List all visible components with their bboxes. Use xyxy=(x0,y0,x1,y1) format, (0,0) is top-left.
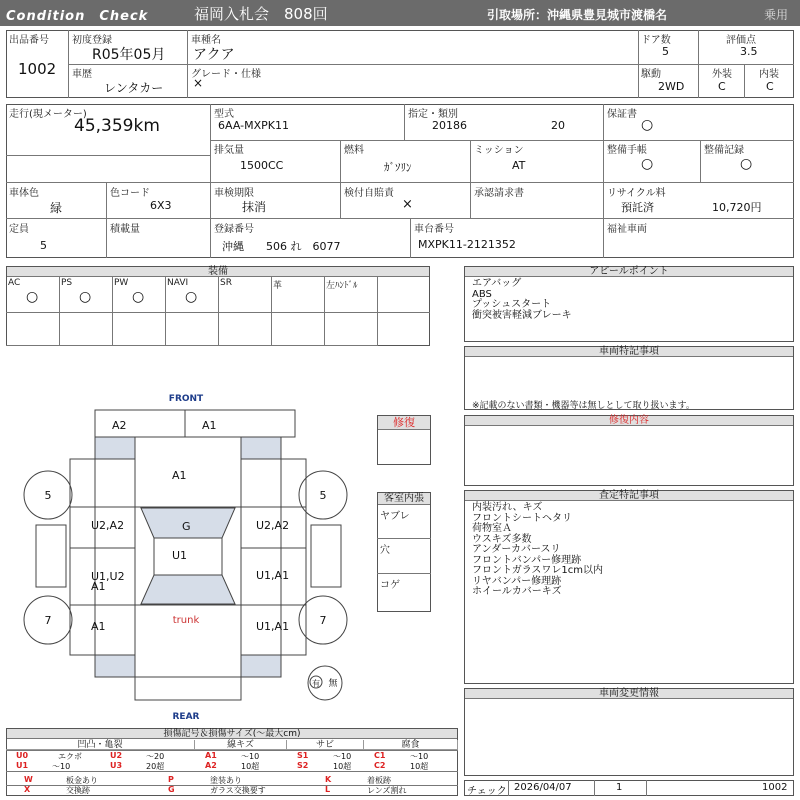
legend-code: A1 xyxy=(205,751,217,760)
inspection-notes-title: 査定特記事項 xyxy=(465,491,793,501)
check-lot: 1002 xyxy=(762,782,788,793)
designation-value: 20186 xyxy=(432,119,467,132)
note-line: 内装汚れ、キズ xyxy=(472,502,543,513)
legend-size: 〜10 xyxy=(410,752,429,761)
exterior-label: 外装 xyxy=(712,69,732,80)
note-line: フロントガラスワレ1cm以内 xyxy=(472,565,604,576)
legend-code: U3 xyxy=(110,761,123,770)
chassis-value: MXPK11-2121352 xyxy=(418,238,516,251)
equipment-label: SR xyxy=(220,278,232,288)
legend-mark-text: 塗装あり xyxy=(210,776,242,785)
recycle-fee: 10,720円 xyxy=(712,201,762,214)
dmg-front-bumper-right: A1 xyxy=(202,419,217,432)
cabin-title: 客室内張 xyxy=(378,493,430,505)
dmg-left-front-door: U2,A2 xyxy=(91,519,125,532)
lot-number: 1002 xyxy=(18,60,57,78)
front-label: FRONT xyxy=(168,394,204,404)
equipment-label: 左ﾊﾝﾄﾞﾙ xyxy=(326,281,358,291)
equipment-title: 装備 xyxy=(7,267,429,277)
special-title: 車両特記事項 xyxy=(465,347,793,357)
manual-value: ○ xyxy=(641,156,654,172)
note-line: ホイールカバーキズ xyxy=(472,586,562,597)
color-code-label: 色コード xyxy=(110,188,150,199)
recycle-status: 預託済 xyxy=(621,201,654,214)
inspection-value: 抹消 xyxy=(242,200,267,214)
legend-size: 〜10 xyxy=(241,752,260,761)
color-value: 緑 xyxy=(50,201,63,215)
classification-value: 20 xyxy=(551,119,565,132)
appeal-line: エアバッグ xyxy=(472,278,522,289)
manual-label: 整備手帳 xyxy=(607,145,647,156)
note-line: アンダーカバースリ xyxy=(472,544,561,555)
note-line: リヤバンパー修理跡 xyxy=(472,575,562,587)
equipment-mark: ○ xyxy=(79,289,92,305)
appeal-title: アピールポイント xyxy=(465,267,793,277)
equipment-label: 革 xyxy=(273,281,283,291)
legend-mark-text: レンズ割れ xyxy=(367,786,407,795)
appeal-line: 衝突被害軽減ブレーキ xyxy=(472,309,572,321)
legend-mark-code: K xyxy=(325,775,332,784)
history-label: 車歴 xyxy=(72,69,92,80)
chassis-label: 車台番号 xyxy=(414,224,454,235)
auction-title: 福岡入札会 808回 xyxy=(194,5,328,23)
score-value: 3.5 xyxy=(740,45,758,58)
legend-mark-code: L xyxy=(325,785,331,794)
drive-label: 駆動 xyxy=(641,69,661,80)
inspection-label: 車検期限 xyxy=(214,188,254,199)
note-line: フロントバンパー修理跡 xyxy=(472,554,582,566)
legend-mark-code: G xyxy=(168,785,175,794)
first-reg-label: 初度登録 xyxy=(72,35,112,46)
rear-glass xyxy=(141,575,235,604)
warranty-value: ○ xyxy=(641,117,654,133)
dmg-left-rear-door-1: U1,U2 xyxy=(91,570,125,583)
approval-label: 承認請求書 xyxy=(474,188,524,199)
designation-label: 指定・類別 xyxy=(408,109,458,120)
legend-size: 〜10 xyxy=(333,752,352,761)
legend-mark-text: ガラス交換要す xyxy=(210,786,266,795)
right-mirror xyxy=(311,525,341,587)
mileage-label: 走行(現メーター) xyxy=(9,109,87,120)
vehicle-category: 乗用 xyxy=(764,8,789,22)
drive-value: 2WD xyxy=(658,80,685,93)
legend-code: U1 xyxy=(16,761,29,770)
pickup-location: 引取場所：沖縄県豊見城市渡橋名 xyxy=(487,8,668,22)
exterior-grade: C xyxy=(718,80,726,93)
fuel-label: 燃料 xyxy=(344,145,364,156)
doors-value: 5 xyxy=(662,45,669,58)
legend-mark-code: X xyxy=(24,785,31,794)
capacity-value: 5 xyxy=(40,239,47,252)
legend-group: 腐食 xyxy=(364,740,458,750)
legend-code: S1 xyxy=(297,751,309,760)
cabin-item-tear: ヤブレ xyxy=(380,511,410,522)
dmg-right-front-door: U2,A2 xyxy=(256,519,290,532)
grade-label: グレード・仕様 xyxy=(191,69,261,80)
tire-rr-value: 7 xyxy=(319,614,327,627)
trunk-label: trunk xyxy=(172,615,200,626)
legend-code: S2 xyxy=(297,761,309,770)
rear-label: REAR xyxy=(172,712,200,722)
mileage-value: 45,359km xyxy=(74,116,160,136)
legend-code: U0 xyxy=(16,751,29,760)
legend-size: 10超 xyxy=(410,762,429,771)
model-label: 型式 xyxy=(214,109,234,120)
legend-code: A2 xyxy=(205,761,217,770)
legend-mark-text: 板金あり xyxy=(66,776,98,785)
legend-size: 20超 xyxy=(146,762,165,771)
cabin-item-hole: 穴 xyxy=(380,545,390,556)
equipment-label: AC xyxy=(8,278,21,288)
note-line: フロントシートヘタリ xyxy=(472,512,572,524)
recycle-label: リサイクル料 xyxy=(607,188,666,199)
lot-label: 出品番号 xyxy=(9,35,49,46)
legend-mark-code: W xyxy=(24,775,33,784)
insurance-label: 検付自賠責 xyxy=(344,188,394,199)
legend-mark-text: 着板跡 xyxy=(367,776,391,785)
dmg-right-rear-door: U1,A1 xyxy=(256,569,290,582)
change-info-title: 車両変更情報 xyxy=(465,689,793,699)
capacity-label: 定員 xyxy=(9,224,29,235)
grade-value: × xyxy=(193,76,204,90)
legend-title: 損傷記号＆損傷サイズ(〜最大cm) xyxy=(7,729,457,739)
front-left-corner xyxy=(95,437,135,459)
load-label: 積載量 xyxy=(110,224,140,235)
check-count: 1 xyxy=(616,782,623,793)
dmg-left-quarter: A1 xyxy=(91,620,106,633)
dmg-roof: U1 xyxy=(172,549,188,562)
legend-size: 10超 xyxy=(333,762,352,771)
spare-no: 無 xyxy=(328,679,338,689)
legend-group: 線キズ xyxy=(195,740,287,750)
legend-mark-code: P xyxy=(168,775,174,784)
legend-group: 凹凸・亀裂 xyxy=(6,740,195,750)
legend-size: 〜20 xyxy=(146,752,165,761)
equipment-label: PW xyxy=(114,278,129,288)
insurance-value: × xyxy=(402,197,413,212)
record-label: 整備記録 xyxy=(704,145,744,156)
tire-fl-value: 5 xyxy=(44,489,52,502)
legend-group: サビ xyxy=(287,740,364,750)
legend-code: C1 xyxy=(374,751,386,760)
interior-grade: C xyxy=(766,80,774,93)
dmg-front-bumper-left: A2 xyxy=(112,419,127,432)
appeal-line: ABS xyxy=(472,288,492,300)
dmg-windshield: G xyxy=(182,520,191,533)
legend-code: C2 xyxy=(374,761,386,770)
warranty-label: 保証書 xyxy=(607,109,637,120)
history-value: レンタカー xyxy=(104,81,164,95)
fuel-value: ｶﾞｿﾘﾝ xyxy=(384,161,412,174)
rear-left-corner xyxy=(95,655,135,677)
equipment-label: PS xyxy=(61,278,73,288)
displacement-label: 排気量 xyxy=(214,145,244,156)
mission-label: ミッション xyxy=(474,145,524,156)
legend-size: 10超 xyxy=(241,762,260,771)
equipment-label: NAVI xyxy=(167,278,189,288)
equipment-mark: ○ xyxy=(185,289,198,305)
spare-yes: 有 xyxy=(312,679,320,688)
repair-title: 修復 xyxy=(378,416,430,430)
check-date: 2026/04/07 xyxy=(514,782,572,793)
legend-mark-text: 交換跡 xyxy=(66,786,90,795)
dmg-hood: A1 xyxy=(172,469,187,482)
front-right-corner xyxy=(241,437,281,459)
car-name-value: アクア xyxy=(193,47,235,63)
equipment-mark: ○ xyxy=(26,289,39,305)
car-name-label: 車種名 xyxy=(191,35,221,46)
appeal-line: プッシュスタート xyxy=(472,299,552,310)
tire-fr-value: 5 xyxy=(319,489,327,502)
note-line: ウスキズ多数 xyxy=(472,533,532,545)
score-label: 評価点 xyxy=(726,35,756,46)
note-line: 荷物室Ａ xyxy=(472,523,512,534)
legend-size: 〜10 xyxy=(52,762,71,771)
check-label: チェック xyxy=(467,786,507,797)
plate-value: 沖縄 506 れ 6077 xyxy=(222,240,341,253)
welfare-label: 福祉車両 xyxy=(607,224,647,235)
plate-label: 登録番号 xyxy=(214,224,254,235)
dmg-right-quarter: U1,A1 xyxy=(256,620,290,633)
cabin-item-burn: コゲ xyxy=(380,580,400,591)
first-reg-value: R05年05月 xyxy=(92,47,166,63)
roof-panel xyxy=(154,538,222,575)
dmg-left-rear-door-2: A1 xyxy=(91,580,106,593)
legend-code: U2 xyxy=(110,751,123,760)
equipment-mark: ○ xyxy=(132,289,145,305)
repair-content-title: 修復内容 xyxy=(465,416,793,426)
special-note: ※記載のない書類・機器等は無しとして取り扱います。 xyxy=(472,401,695,411)
displacement-value: 1500CC xyxy=(240,159,284,172)
record-value: ○ xyxy=(740,156,753,172)
brand-text: Condition Check xyxy=(6,9,149,24)
doors-label: ドア数 xyxy=(641,35,671,46)
model-value: 6AA-MXPK11 xyxy=(218,119,289,132)
legend-sub: エクボ xyxy=(58,752,82,761)
color-code-value: 6X3 xyxy=(150,199,172,212)
tire-rl-value: 7 xyxy=(44,614,52,627)
interior-label: 内装 xyxy=(759,69,779,80)
color-label: 車体色 xyxy=(9,188,39,199)
left-mirror xyxy=(36,525,66,587)
mission-value: AT xyxy=(512,159,526,172)
rear-right-corner xyxy=(241,655,281,677)
